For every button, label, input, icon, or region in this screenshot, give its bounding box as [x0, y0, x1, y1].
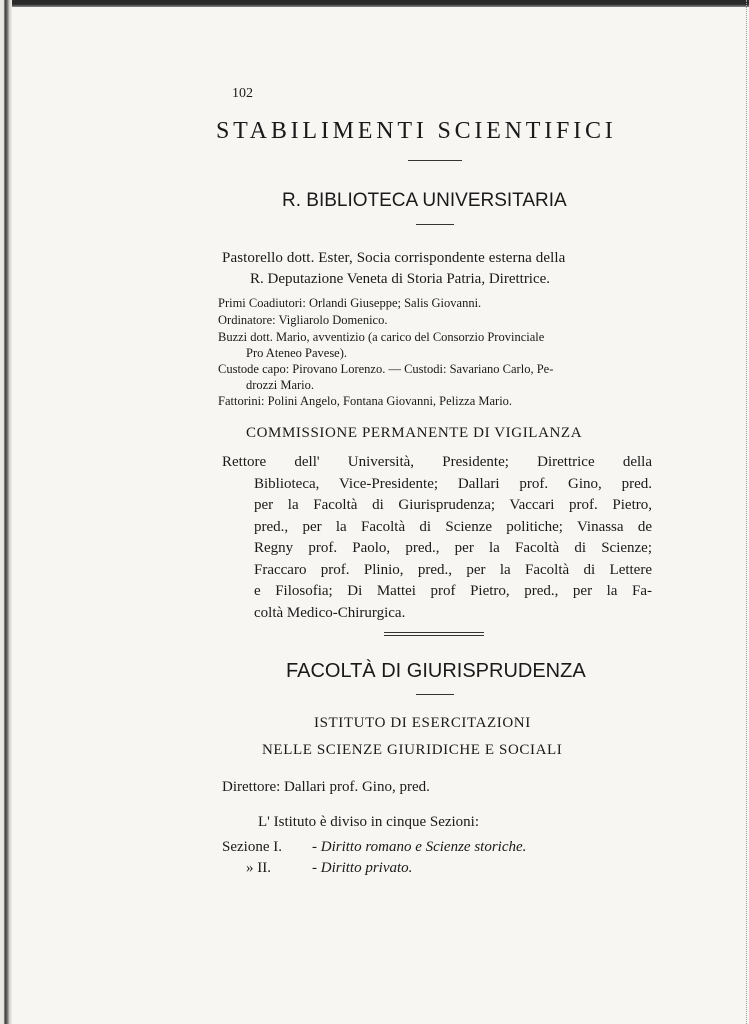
staff-line: drozzi Mario. — [246, 378, 315, 392]
section-label: » II. — [246, 860, 271, 876]
staff-line: Primi Coadiutori: Orlandi Giuseppe; Salis Giovanni. — [218, 296, 482, 310]
section-title: STABILIMENTI SCIENTIFICI — [216, 118, 617, 144]
institute-title-line2: NELLE SCIENZE GIURIDICHE E SOCIALI — [262, 742, 563, 758]
commission-heading: COMMISSIONE PERMANENTE DI VIGILANZA — [246, 425, 583, 441]
page-right-edge — [742, 0, 747, 1024]
section-double-rule — [384, 632, 484, 636]
page-number: 102 — [232, 86, 253, 101]
commission-line: e Filosofia; Di Mattei prof Pietro, pred., per la Fa- — [254, 583, 652, 599]
commission-line: coltà Medico-Chirurgica. — [254, 604, 406, 621]
library-director-line1: Pastorello dott. Ester, Socia corrispondente esterna della — [222, 250, 566, 266]
commission-members — [222, 452, 652, 624]
faculty-heading: FACOLTÀ DI GIURISPRUDENZA — [286, 660, 586, 682]
section-text: - Diritto romano e Scienze storiche. — [312, 839, 527, 855]
commission-line: Fraccaro prof. Plinio, pred., per la Facoltà di Lettere — [254, 561, 652, 578]
staff-line: Ordinatore: Vigliarolo Domenico. — [218, 313, 388, 327]
library-divider — [416, 224, 454, 225]
staff-line: Pro Ateneo Pavese). — [246, 346, 348, 360]
commission-line: Biblioteca, Vice-Presidente; Dallari prof. Gino, pred. — [254, 475, 652, 492]
title-divider — [408, 160, 462, 161]
section-text: - Diritto privato. — [312, 860, 413, 876]
institute-title-line1: ISTITUTO DI ESERCITAZIONI — [314, 715, 531, 731]
page-top-edge — [0, 0, 749, 7]
library-heading: R. BIBLIOTECA UNIVERSITARIA — [282, 190, 567, 211]
staff-line: Fattorini: Polini Angelo, Fontana Giovanni, Pelizza Mario. — [218, 394, 513, 408]
section-label: Sezione I. — [222, 839, 282, 855]
commission-line: Regny prof. Paolo, pred., per la Facoltà di Scienze; — [254, 540, 652, 556]
institute-director: Direttore: Dallari prof. Gino, pred. — [222, 779, 430, 795]
institute-sections-intro: L' Istituto è diviso in cinque Sezioni: — [258, 814, 480, 830]
page-binding-edge — [0, 0, 12, 1024]
staff-line: Buzzi dott. Mario, avventizio (a carico del Consorzio Provinciale — [218, 330, 545, 344]
commission-line: pred., per la Facoltà di Scienze politiche; Vinassa de — [254, 518, 652, 535]
library-director-line2: R. Deputazione Veneta di Storia Patria, Direttrice. — [250, 271, 551, 287]
staff-line: Custode capo: Pirovano Lorenzo. — Custodi: Savariano Carlo, Pe- — [218, 362, 554, 376]
commission-line: Rettore dell' Università, Presidente; Direttrice della — [222, 454, 652, 470]
faculty-divider — [416, 694, 454, 695]
commission-line: per la Facoltà di Giurisprudenza; Vaccari prof. Pietro, — [254, 497, 652, 513]
